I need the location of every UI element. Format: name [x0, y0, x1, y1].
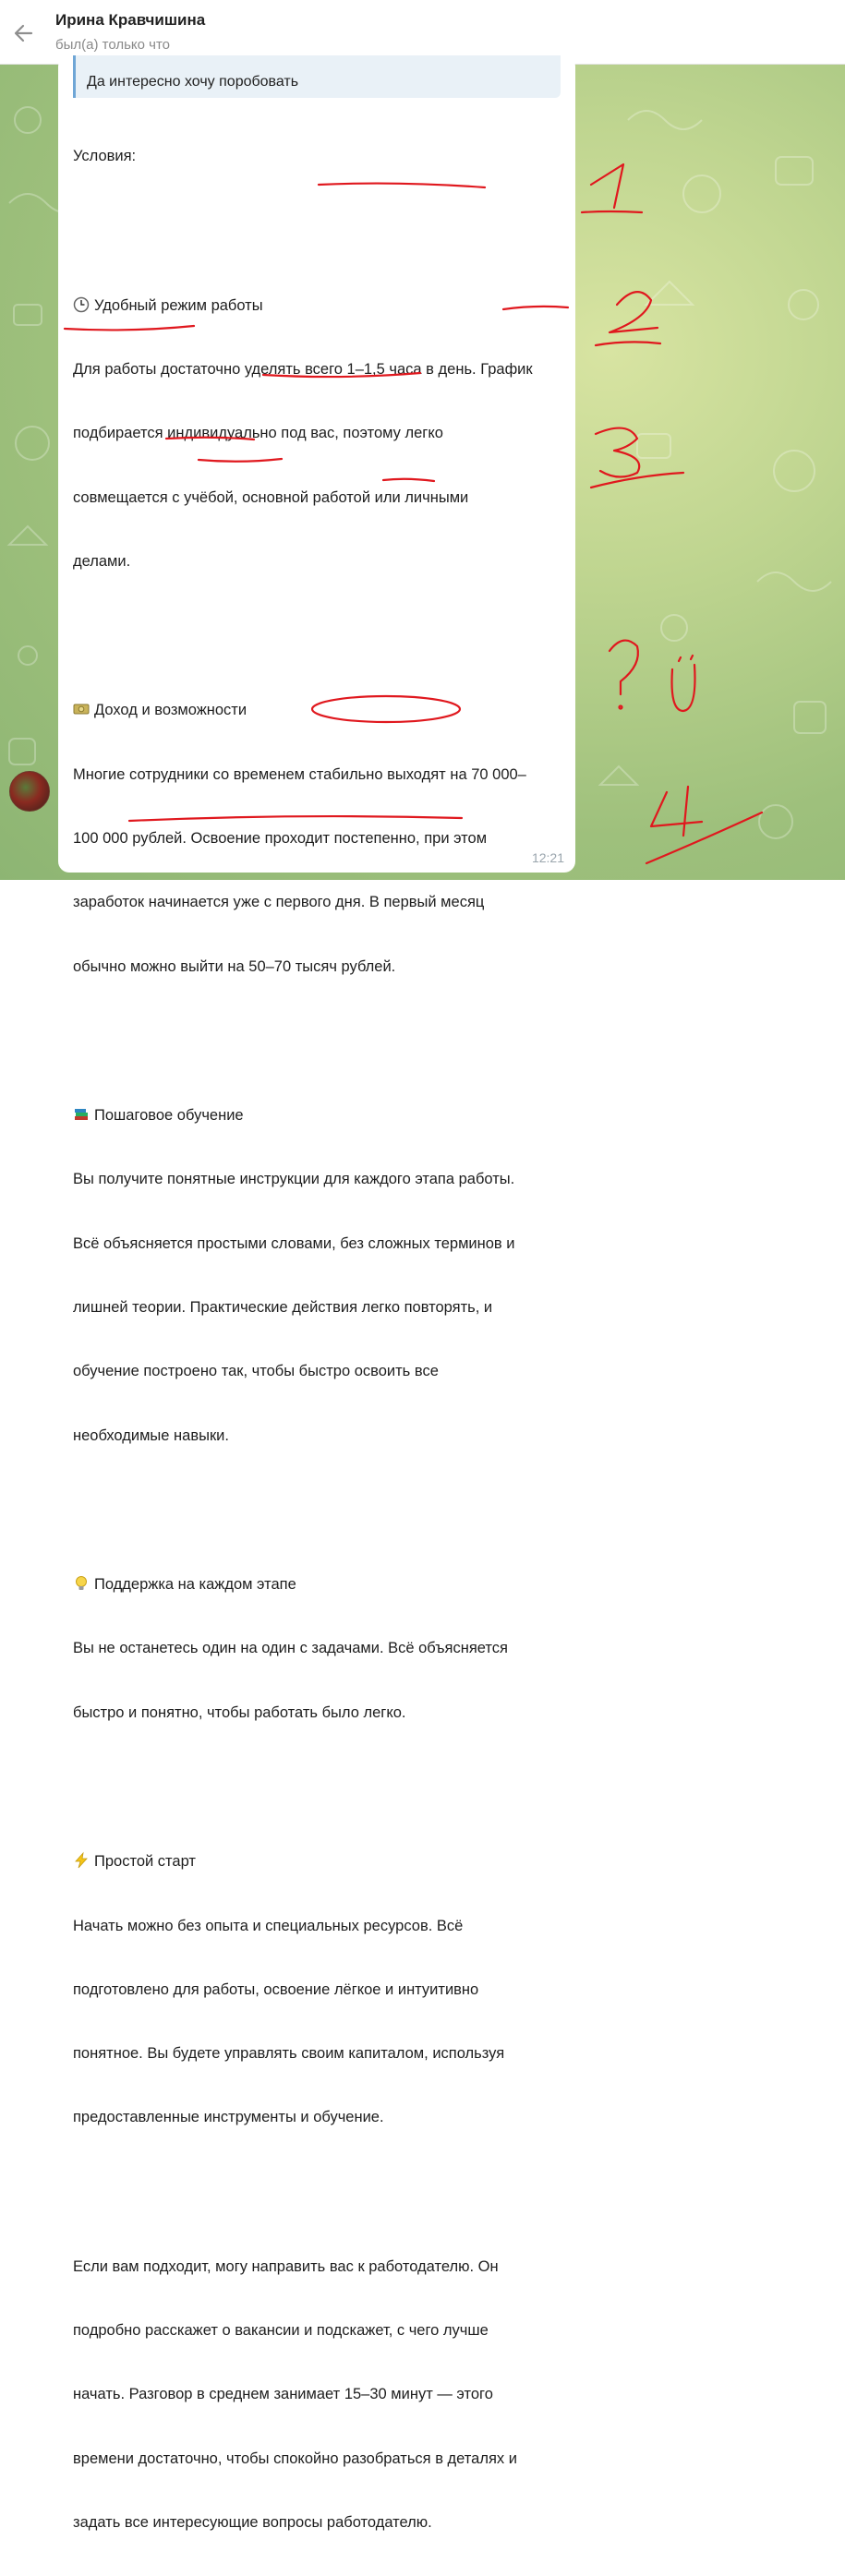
lightbulb-icon	[73, 1575, 90, 1592]
clock-icon	[73, 296, 90, 313]
closing-line: времени достаточно, чтобы спокойно разобраться в деталях и	[73, 2450, 517, 2467]
section-line: лишней теории. Практические действия легко повторять, и	[73, 1298, 493, 1316]
message-intro: Условия:	[73, 148, 137, 165]
closing-line: начать. Разговор в среднем занимает 15–30 минут — этого	[73, 2386, 493, 2403]
section-line: подготовлено для работы, освоение лёгкое и интуитивно	[73, 1980, 479, 1998]
section-title: Пошаговое обучение	[73, 1105, 572, 1126]
message-bubble[interactable]	[58, 55, 575, 2532]
section-line: делами.	[73, 552, 131, 570]
lightning-icon	[73, 1852, 90, 1869]
section-line: обучение построено так, чтобы быстро освоить все	[73, 1363, 439, 1380]
contact-name[interactable]: Ирина Кравчишина	[55, 11, 206, 29]
section-line: быстро и понятно, чтобы работать было легко.	[73, 1703, 406, 1721]
section-line: Для работы достаточно уделять всего 1–1,5 часа в день. График	[73, 361, 533, 379]
section-line: предоставленные инструменты и обучение.	[73, 2109, 384, 2126]
books-icon	[73, 1106, 90, 1123]
back-arrow-icon[interactable]	[11, 20, 37, 46]
closing-line: Если вам подходит, могу направить вас к работодателю. Он	[73, 2257, 499, 2275]
section-line: Вы не останетесь один на один с задачами. Всё объясняется	[73, 1640, 508, 1657]
section-line: Начать можно без опыта и специальных ресурсов. Всё	[73, 1917, 464, 1934]
section-title: Удобный режим работы	[73, 295, 572, 317]
section-title: Поддержка на каждом этапе	[73, 1574, 572, 1595]
message-text	[73, 103, 572, 2576]
section-line: заработок начинается уже с первого дня. В первый месяц	[73, 894, 485, 911]
message-time: 12:21	[531, 850, 564, 865]
reply-quote-text: Да интересно хочу поробовать	[87, 74, 299, 90]
section-line: обычно можно выйти на 50–70 тысяч рублей.	[73, 957, 396, 975]
section-line: подбирается индивидуально под вас, поэтому легко	[73, 425, 443, 442]
chat-area[interactable]	[0, 65, 845, 2532]
section-line: Всё объясняется простыми словами, без сложных терминов и	[73, 1234, 515, 1252]
section-line: совмещается с учёбой, основной работой или личными	[73, 488, 469, 506]
closing-line: задать все интересующие вопросы работодателю.	[73, 2514, 432, 2532]
section-title: Простой старт	[73, 1851, 572, 1872]
section-title: Доход и возможности	[73, 700, 572, 721]
section-line: понятное. Вы будете управлять своим капиталом, используя	[73, 2045, 505, 2063]
section-line: Многие сотрудники со временем стабильно выходят на 70 000–	[73, 765, 526, 783]
reply-quote[interactable]	[73, 55, 561, 98]
contact-status: был(а) только что	[55, 37, 171, 53]
section-line: Вы получите понятные инструкции для каждого этапа работы.	[73, 1171, 515, 1188]
money-icon	[73, 701, 90, 717]
section-line: необходимые навыки.	[73, 1426, 229, 1444]
avatar[interactable]	[9, 771, 50, 812]
closing-line: подробно расскажет о вакансии и подскажет, с чего лучше	[73, 2322, 489, 2340]
section-line: 100 000 рублей. Освоение проходит постепенно, при этом	[73, 830, 488, 847]
